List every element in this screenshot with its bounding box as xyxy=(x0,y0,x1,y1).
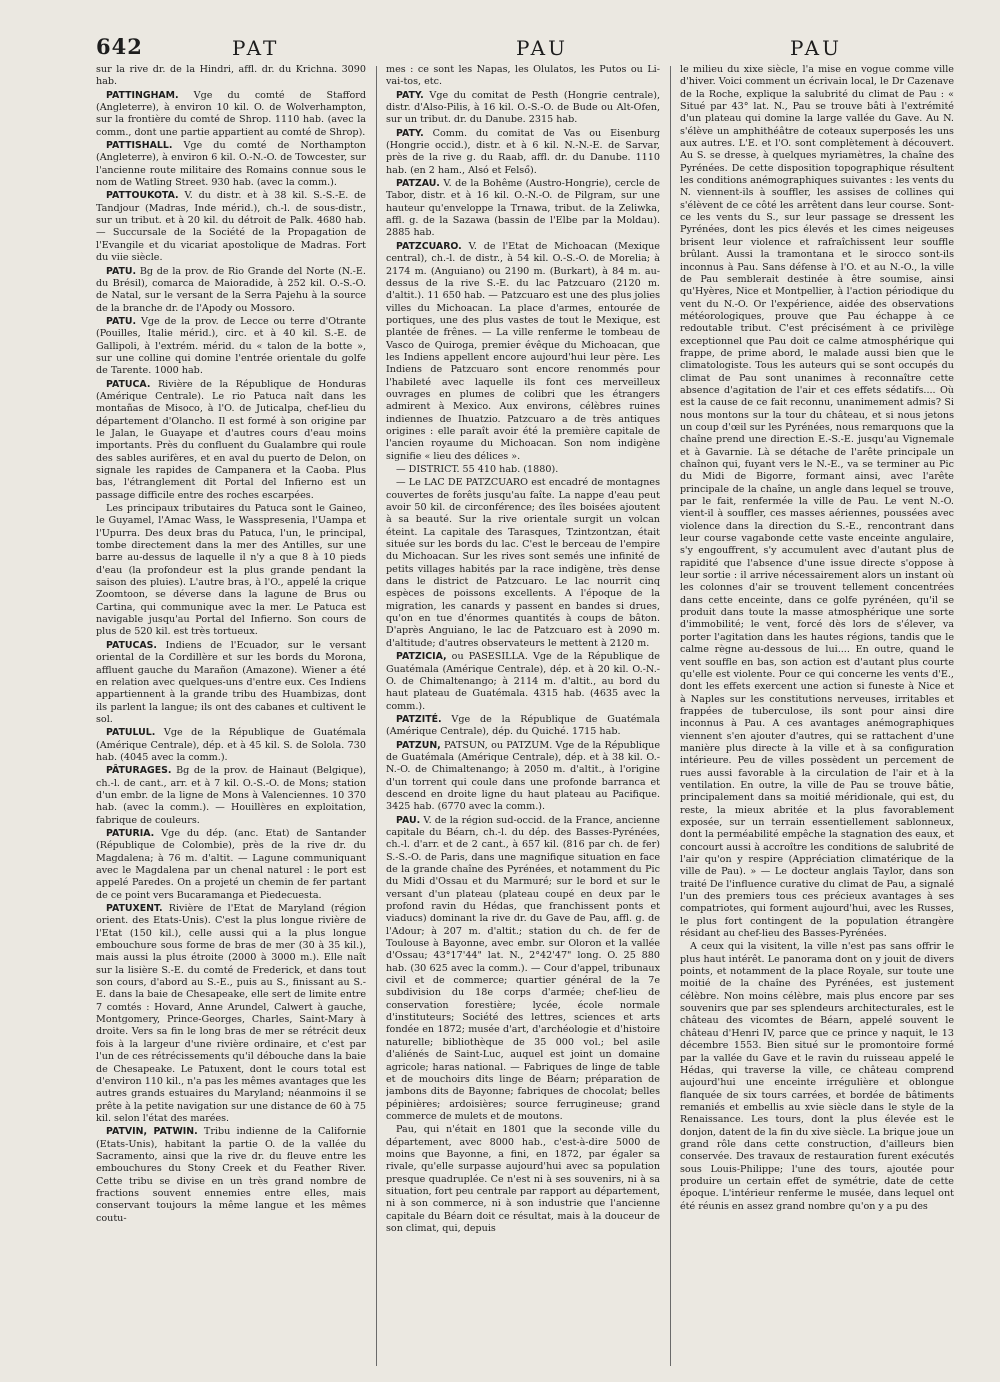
dictionary-entry xyxy=(96,90,366,139)
entry-text: Vge de la République de Guatémala (Amérique Centrale), dép. du Quiché. 1715 hab. xyxy=(386,713,660,738)
dictionary-entry xyxy=(96,765,366,827)
entry-text: PATSUN, ou PATZUM. Vge de la République de Guatémala (Amérique Centrale), dép. et à 38 kil. O.-N.-O. de Chimaltenango; à 2050 m. d'altit., à l'origine d'un torrent qui coule dans une profonde barranca et descend en droite ligne du haut plateau au Pacifique. 3425 hab. (6770 avec la comm.). xyxy=(386,739,660,813)
entry-text: Rivière de l'Etat de Maryland (région orient. des Etats-Unis). C'est la plus longue rivière de l'Etat (150 kil.), celle aussi qui a la plus longue embouchure sous forme de bras de mer (30 à 35 kil.), mais aussi la plus étroite (2000 à 3000 m.). Elle naît sur la lisière S.-E. du comté de Frederick, et dans tout son cours, d'abord au S.-E., puis au S., finissant au S.-E. dans la baie de Chesapeake, elle sert de limite entre 7 comtés : Hovard, Anne Arundel, Calwert à gauche, Montgomery, Prince-Georges, Charles, Saint-Mary à droite. Vers sa fin le long bras de mer se rétrécit deux fois à la largeur d'une rivière ordinaire, et c'est par l'un de ces rétrécissements qu'il débouche dans la baie de Chesapeake. Le Patuxent, dont le cours total est d'environ 110 kil., n'a pas les mêmes avantages que les autres grands estuaires du Maryland; néanmoins il se prête à la petite navigation sur une distance de 60 à 75 kil. selon l'état des marées. xyxy=(96,903,366,1124)
dictionary-entry xyxy=(386,1124,660,1235)
entry-headword: PATY. xyxy=(396,127,424,139)
dictionary-entry xyxy=(386,178,660,240)
entry-headword: PATVIN, PATWIN. xyxy=(106,1126,198,1138)
entry-headword: PATTISHALL. xyxy=(106,140,173,152)
entry-text: Vge du comté de Northampton (Angleterre), à environ 6 kil. O.-N.-O. de Towcester, sur l'ancienne route militaire des Romains connue sous le nom de Watling Street. 930 hab. (avec la comm.). xyxy=(96,140,366,189)
dictionary-entry xyxy=(386,740,660,814)
entry-text: Indiens de l'Ecuador, sur le versant oriental de la Cordillère et sur les bords du Morona, affluent gauche du Marañon (Amazone). Wiener a été en relation avec quelques-uns d'entre eux. Ces Indiens appartiennent à la grande tribu des Huambizas, dont ils parlent la langue; ils ont des cabanes et cultivent le sol. xyxy=(96,639,366,725)
dictionary-entry xyxy=(386,464,660,476)
dictionary-entry xyxy=(96,640,366,726)
entry-text: Vge du comitat de Pesth (Hongrie centrale), distr. d'Also-Pilis, à 16 kil. O.-S.-O. de Bude ou Alt-Ofen, sur un tribut. dr. du Danube. 2315 hab. xyxy=(386,89,660,126)
entry-headword: PATUXENT. xyxy=(106,903,163,915)
dictionary-entry xyxy=(386,90,660,127)
entry-text: — DISTRICT. 55 410 hab. (1880). xyxy=(396,464,559,475)
entry-text: — Le LAC DE PATZCUARO est encadré de montagnes couvertes de forêts jusqu'au faîte. La nappe d'eau peut avoir 50 kil. de circonférence; des îles boisées ajoutent à sa beauté. Sur la rive orientale surgit un volcan éteint. La capitale des Tarasques, Tzintzontzan, était située sur les bords du lac. C'est le berceau de l'empire du Michoacan. Sur les rives sont semés une infinité de petits villages habités par la race indigène, très dense dans le district de Patzcuaro. Le lac nourrit cinq espèces de poissons excellents. A l'époque de la migration, les canards y passent en bandes si drues, qu'on en tue d'énormes quantités à coups de bâton. D'après Anguiano, le lac de Patzcuaro est à 2090 m. d'altitude; d'autres observateurs le mettent à 2120 m. xyxy=(386,477,660,649)
dictionary-entry xyxy=(386,714,660,739)
dictionary-entry xyxy=(96,316,366,378)
dictionary-entry xyxy=(96,903,366,1125)
column-2 xyxy=(386,64,660,1369)
running-head-left: PAT xyxy=(232,36,280,60)
dictionary-entry xyxy=(96,503,366,639)
dictionary-entry xyxy=(96,140,366,189)
dictionary-entry xyxy=(680,64,954,940)
entry-text: Vge du comté de Stafford (Angleterre), à environ 10 kil. O. de Wolverhampton, sur la frontière du comté de Shrop. 1110 hab. (avec la comm., dont une partie appartient au comté de Shrop). xyxy=(96,89,366,138)
dictionary-entry xyxy=(96,64,366,89)
entry-headword: PAU. xyxy=(396,814,421,826)
dictionary-entry xyxy=(96,379,366,502)
dictionary-entry xyxy=(386,651,660,713)
page-number: 642 xyxy=(96,34,143,59)
dictionary-entry xyxy=(386,477,660,650)
entry-text: Bg de la prov. de Rio Grande del Norte (N.-E. du Brésil), comarca de Maioradide, à 252 kil. O.-S.-O. de Natal, sur le versant de la Serra Pajehu à la source de la branche dr. de l'Apody ou Mossoro. xyxy=(96,265,366,314)
entry-headword: PATY. xyxy=(396,89,424,101)
entry-headword: PATUCA. xyxy=(106,378,151,390)
entry-headword: PATUCAS. xyxy=(106,639,157,651)
column-rule xyxy=(670,66,671,1366)
dictionary-entry xyxy=(96,1126,366,1225)
dictionary-entry xyxy=(96,266,366,315)
entry-headword: PATTINGHAM. xyxy=(106,89,179,101)
entry-headword: PATZCUARO. xyxy=(396,240,462,252)
running-head-right: PAU xyxy=(790,36,842,60)
column-3 xyxy=(680,64,954,1369)
entry-text: V. de l'Etat de Michoacan (Mexique central), ch.-l. de distr., à 54 kil. O.-S.-O. de Morelia; à 2174 m. (Anguiano) ou 2190 m. (Burkart), à 84 m. au-dessus de la rive S.-E. du lac Patzcuaro (2120 m. d'altit.). 11 650 hab. — Patzcuaro est une des plus jolies villes du Michoacan. La place d'armes, entourée de portiques, une des plus vastes de tout le Mexique, est plantée de frênes. — La ville renferme le tombeau de Vasco de Quiroga, premier évêque du Michoacan, que les Indiens appellent encore aujourd'hui leur père. Les Indiens de Patzcuaro sont encore renommés pour l'habileté avec laquelle ils font ces merveilleux ouvrages en plumes de colibri que les étrangers admirent à Mexico. Aux environs, célèbres ruines indiennes de Ihuatzio. Patzcuaro a de très antiques origines : elle paraît avoir été la première capitale de l'ancien royaume du Michoacan. Son nom indigène signifie « lieu des délices ». xyxy=(386,240,660,462)
entry-text: Rivière de la République de Honduras (Amérique Centrale). Le rio Patuca naît dans les montañas de Misoco, à l'O. de Juticalpa, chef-lieu du département d'Olancho. Il est formé à son origine par le Jalan, le Guayape et d'autres cours d'eau moins importants. Près du confluent du Gualambre qui roule des sables aurifères, et en aval du puerto de Delon, on signale les rapides de Campanera et la Caoba. Plus bas, l'étranglement dit Portal del Infierno est un passage difficile entre des roches escarpées. xyxy=(96,378,366,501)
entry-text: ou PASESILLA. Vge de la République de Guatémala (Amérique Centrale), dép. et à 20 kil. O.-N.-O. de Chimaltenango; à 2114 m. d'altit., au bord du haut plateau de Guatémala. 4315 hab. (4635 avec la comm.). xyxy=(386,651,660,712)
entry-text: sur la rive dr. de la Hindri, affl. dr. du Krichna. 3090 hab. xyxy=(96,64,366,88)
entry-headword: PATZICIA, xyxy=(396,651,447,663)
entry-text: V. de la Bohême (Austro-Hongrie), cercle de Tabor, distr. et à 16 kil. O.-N.-O. de Pilgram, sur une hauteur qu'enveloppe la Trnawa, tribut. de la Zeliwka, affl. g. de la Sazawa (bassin de l'Elbe par la Moldau). 2885 hab. xyxy=(386,178,660,239)
dictionary-entry xyxy=(680,941,954,1213)
dictionary-entry xyxy=(96,190,366,264)
entry-text: V. de la région sud-occid. de la France, ancienne capitale du Béarn, ch.-l. du dép. des Basses-Pyrénées, ch.-l. d'arr. et de 2 cant., à 657 kil. (816 par ch. de fer) S.-S.-O. de Paris, dans une magnifique situation en face de la grande chaîne des Pyrénées, et notamment du Pic du Midi d'Ossau et du Marmuré; sur le bord et sur le versant d'un plateau (plateau coupé en deux par le profond ravin du Hédas, que franchissent ponts et viaducs) dominant la rive dr. du Gave de Pau, affl. g. de l'Adour; à 207 m. d'altit.; station du ch. de fer de Toulouse à Bayonne, avec embr. sur Oloron et la vallée d'Ossau; 43°17'44" lat. N., 2°42'47" long. O. 25 880 hab. (30 625 avec la comm.). — Cour d'appel, tribunaux civil et de commerce; quartier général de la 7e subdivision du 18e corps d'armée; chef-lieu de conservation forestière; lycée, école normale d'instituteurs; Société des lettres, sciences et arts fondée en 1872; musée d'art, d'archéologie et d'histoire naturelle; bibliothèque de 35 000 vol.; bel asile d'aliénés de Saint-Luc, auquel est joint un domaine agricole; haras national. — Fabriques de linge de table et de mouchoirs dits linge de Béarn; préparation de jambons dits de Bayonne; fabriques de chocolat; belles pépinières; ardoisières; source ferrugineuse; grand commerce de mulets et de moutons. xyxy=(386,814,660,1122)
entry-text: Pau, qui n'était en 1801 que la seconde ville du département, avec 8000 hab., c'est-à-dire 5000 de moins que Bayonne, a fini, en 1872, par égaler sa rivale, qu'elle surpasse aujourd'hui avec sa population presque quadruplée. Ce n'est ni à ses souvenirs, ni à sa situation, fort peu centrale par rapport au département, ni à son commerce, ni à son industrie que l'ancienne capitale du Béarn doit ce résultat, mais à la douceur de son climat, qui, depuis xyxy=(386,1124,660,1234)
dictionary-entry xyxy=(386,815,660,1124)
dictionary-entry xyxy=(386,64,660,89)
entry-text: Comm. du comitat de Vas ou Eisenburg (Hongrie occid.), distr. et à 6 kil. N.-N.-E. de Sarvar, près de la rive g. du Raab, affl. dr. du Danube. 1110 hab. (en 2 ham., Alsó et Felső). xyxy=(386,127,660,176)
column-rule xyxy=(376,66,377,1366)
entry-text: Bg de la prov. de Hainaut (Belgique), ch.-l. de cant., arr. et à 7 kil. O.-S.-O. de Mons; station d'un embr. de la ligne de Mons à Valenciennes. 10 370 hab. (avec la comm.). — Houillères en exploitation, fabrique de couleurs. xyxy=(96,765,366,826)
dictionary-entry xyxy=(96,828,366,902)
entry-text: Vge du dép. (anc. Etat) de Santander (République de Colombie), près de la rive dr. du Magdalena; à 76 m. d'altit. — Lagune communiquant avec le Magdalena par un chenal naturel : le port est appelé Paredes. On a projeté un chemin de fer partant de ce point vers Bucaramanga et Piedecuesta. xyxy=(96,827,366,901)
entry-headword: PATZAU. xyxy=(396,178,440,190)
entry-text: Vge de la prov. de Lecce ou terre d'Otrante (Pouilles, Italie mérid.), circ. et à 40 kil. S.-E. de Gallipoli, à l'extrém. mérid. du « talon de la botte », sur une colline qui domine l'entrée orientale du golfe de Tarente. 1000 hab. xyxy=(96,315,366,377)
running-head-center: PAU xyxy=(516,36,568,60)
entry-text: V. du distr. et à 38 kil. S.-S.-E. de Tandjour (Madras, Inde mérid.), ch.-l. de sous-distr., sur un tribut. et à 20 kil. du détroit de Palk. 4680 hab. — Succursale de la Société de la Propagation de l'Evangile et du vicariat apostolique de Madras. Fort du viie siècle. xyxy=(96,190,366,264)
dictionary-entry xyxy=(96,727,366,764)
entry-headword: PATULUL. xyxy=(106,727,156,739)
entry-headword: PATTOUKOTA. xyxy=(106,190,179,202)
entry-headword: PATZITÉ. xyxy=(396,713,442,725)
entry-text: le milieu du xixe siècle, l'a mise en vogue comme ville d'hiver. Voici comment un écrivain local, le Dr Cazenave de la Roche, explique la salubrité du climat de Pau : « Situé par 43° lat. N., Pau se trouve bâti à l'extrémité d'un plateau qui domine la large vallée du Gave. Au N. s'élève un amphithéâtre de coteaux superposés les uns aux autres. L'E. et l'O. sont complètement à découvert. Au S. se dresse, à quelques myriamètres, la chaîne des Pyrénées. De cette disposition topographique résultent les conditions anémographiques suivantes : les vents du N. viennent-ils à souffler, les assises de collines qui s'élèvent de ce côté les arrêtent dans leur course. Sont-ce les vents du S., sur leur passage se dressent les Pyrénées, dont les pics élevés et les cimes neigeuses brisent leur violence et rafraîchissent leur souffle brûlant. Aussi la tramontana et le sirocco sont-ils inconnus à Pau. Sans défense à l'O. et au N.-O., la ville de Pau semblerait destinée à être soumise, ainsi qu'Hyères, Nice et Montpellier, à l'action périodique du vent du N.-O. Or l'expérience, aidée des observations météorologiques, prouve que Pau échappe à ce redoutable tribut. C'est précisément à ce privilège exceptionnel que Pau doit ce calme atmosphérique qui frappe, de prime abord, le malade aussi bien que le climatologiste. Tous les auteurs qui se sont occupés du climat de Pau sont unanimes à reconnaître cette absence d'agitation de l'air et ces effets sédatifs.... Où est la cause de ce fait reconnu, unanimement admis? Si nous montons sur la tour du château, et si nous jetons un coup d'œil sur les Pyrénées, nous remarquons que la chaîne prend une direction E.-S.-E. jusqu'au Vignemale et à Gavarnie. Là se détache de l'arête principale un chaînon qui, fuyant vers le N.-E., va se terminer au Pic du Midi de Bigorre, formant ainsi, avec l'arête principale de la chaîne, un angle dans lequel se trouve, par le fait, renfermée la ville de Pau. Le vent N.-O. vient-il à souffler, ces masses aériennes, poussées avec violence dans la direction du S.-E., rencontrant dans leur course vagabonde cette vaste enceinte angulaire, s'y engouffrent, s'y accumulent avec d'autant plus de rapidité que l'absence d'une issue directe s'oppose à leur sortie : il arrive nécessairement alors un instant où les colonnes d'air se trouvent tellement concentrées dans cette enceinte, dans ce golfe pyrénéen, qu'il se produit dans toute la masse atmosphérique une sorte d'immobilité; le vent, forcé dès lors de s'élever, va porter l'agitation dans les hautes régions, tandis que le calme règne au-dessous de lui.... En outre, quand le vent souffle en bas, son action est d'autant plus courte qu'elle est violente. Pour ce qui concerne les vents d'E., dont les effets exercent une action si funeste à Nice et à Naples sur les constitutions nerveuses, irritables et frappées de tuberculose, ils sont pour ainsi dire inconnus à Pau. A ces avantages anémographiques viennent s'en ajouter d'autres, qui se rattachent d'une manière plus directe à la ville et à sa configuration intérieure. Peu de villes possèdent un percement de rues aussi favorable à la circulation de l'air et à la ventilation. En outre, la ville de Pau se trouve bâtie, principalement dans sa moitié méridionale, qui est, du reste, la mieux abritée et la plus favorablement exposée, sur un terrain essentiellement sablonneux, dont la perméabilité empêche la stagnation des eaux, et concourt aussi à accroître les conditions de salubrité de l'air qu'on y respire (Appréciation climatérique de la ville de Pau). » — Le docteur anglais Taylor, dans son traité De l'influence curative du climat de Pau, a signalé l'un des premiers tous ces précieux avantages à ses compatriotes, qui forment aujourd'hui, avec les Russes, le plus fort contingent de la population étrangère résidant au chef-lieu des Basses-Pyrénées. xyxy=(680,64,954,940)
entry-headword: PATU. xyxy=(106,265,137,277)
entry-headword: PATURIA. xyxy=(106,827,155,839)
entry-text: Tribu indienne de la Californie (Etats-Unis), habitant la partie O. de la vallée du Sacramento, ainsi que la rive dr. du fleuve entre les embouchures du Stony Creek et du Feather River. Cette tribu se divise en un très grand nombre de fractions souvent ennemies entre elles, mais conservant toujours la même langue et les mêmes coutu- xyxy=(96,1126,366,1224)
entry-headword: PATZUN, xyxy=(396,739,441,751)
column-1 xyxy=(96,64,366,1369)
dictionary-entry xyxy=(386,128,660,177)
entry-text: mes : ce sont les Napas, les Olulatos, les Putos ou Li-vai-tos, etc. xyxy=(386,64,660,88)
entry-text: Les principaux tributaires du Patuca sont le Gaineo, le Guyamel, l'Amac Wass, le Wasspresenia, l'Uampa et l'Upurra. Des deux bras du Patuca, l'un, le principal, tombe directement dans la mer des Antilles, sur une barre au-dessus de laquelle il n'y a que 8 à 10 pieds d'eau (la profondeur est la plus grande pendant la saison des pluies). L'autre bras, à l'O., appelé la crique Zoomtoon, se déverse dans la lagune de Brus ou Cartina, qui communique avec la mer. Le Patuca est navigable jusqu'au Portal del Infierno. Son cours de plus de 520 kil. est très tortueux. xyxy=(96,503,366,638)
dictionary-entry xyxy=(386,241,660,463)
entry-text: A ceux qui la visitent, la ville n'est pas sans offrir le plus haut intérêt. Le panorama dont on y jouit de divers points, et notamment de la place Royale, sur toute une moitié de la chaîne des Pyrénées, est justement célèbre. Non moins célèbre, mais plus encore par ses souvenirs que par ses splendeurs architecturales, est le château des vicomtes de Béarn, appelé souvent le château d'Henri IV, parce que ce prince y naquit, le 13 décembre 1553. Bien situé sur le promontoire formé par la vallée du Gave et le ravin du ruisseau appelé le Hédas, qui traverse la ville, ce château comprend aujourd'hui une enceinte irrégulière et oblongue flanquée de six tours carrées, et bordée de bâtiments remaniés et embellis au xvie siècle dans le style de la Renaissance. Les tours, dont la plus élevée est le donjon, datent de la fin du xive siècle. La brique joue un grand rôle dans cette construction, d'ailleurs bien conservée. Des travaux de restauration furent exécutés sous Louis-Philippe; l'une des tours, ajoutée pour produire un certain effet de symétrie, date de cette époque. L'intérieur renferme le musée, dans lequel ont été réunis en assez grand nombre qu'on y a pu des xyxy=(680,941,954,1212)
entry-headword: PATU. xyxy=(106,315,137,327)
entry-text: Vge de la République de Guatémala (Amérique Centrale), dép. et à 45 kil. S. de Solola. 730 hab. (4045 avec la comm.). xyxy=(96,727,366,763)
entry-headword: PÂTURAGES. xyxy=(106,765,172,777)
